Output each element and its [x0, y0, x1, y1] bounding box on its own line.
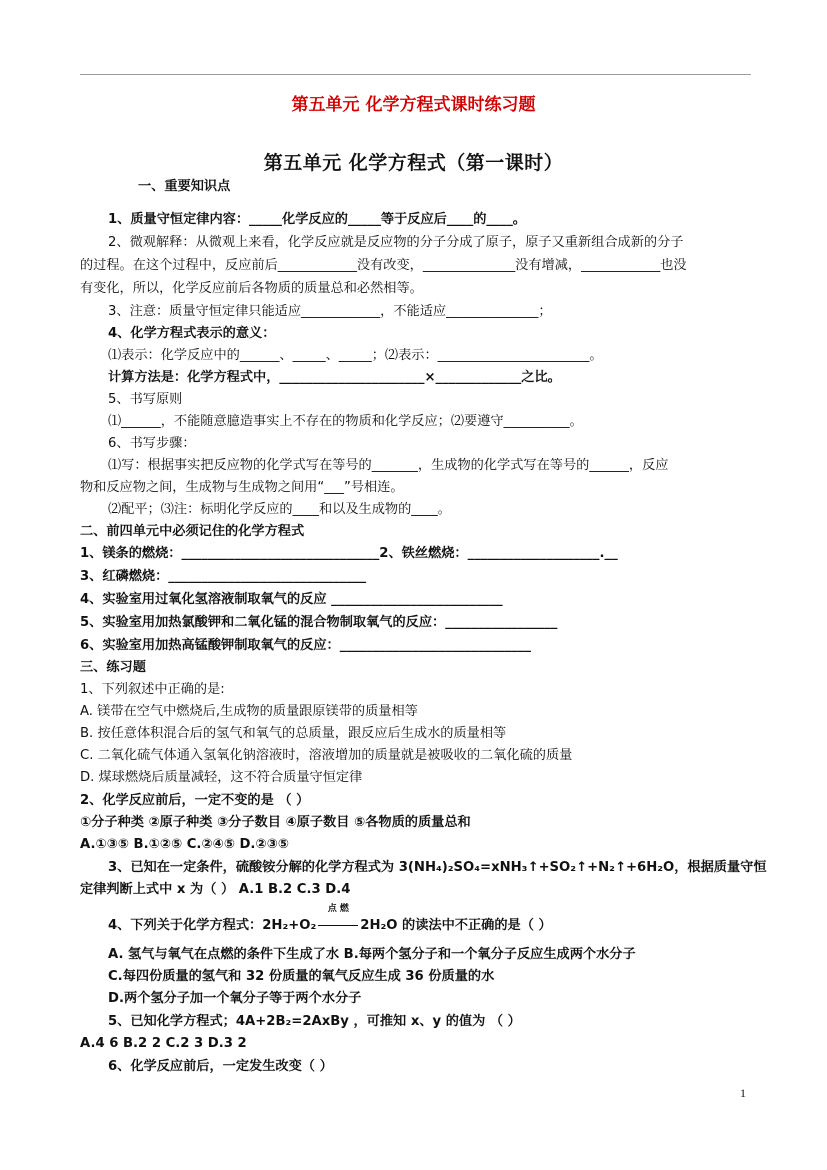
text-line: ①分子种类 ②原子种类 ③分子数目 ④原子数目 ⑤各物质的质量总和	[80, 815, 471, 830]
text-line: D. 煤球燃烧后质量减轻，这不符合质量守恒定律	[80, 770, 363, 785]
text-line: 1、镁条的燃烧：______________________________2、铁丝燃烧：____________________.__	[80, 546, 618, 561]
text-line: 3、注意：质量守恒定律只能适应____________，不能适应______________；	[108, 304, 552, 319]
text-line: 6、化学反应前后，一定发生改变（ ）	[108, 1059, 333, 1074]
text-line: 3、已知在一定条件，硫酸铵分解的化学方程式为 3(NH₄)₂SO₄=xNH₃↑+SO₂↑+N₂↑+6H₂O，根据质量守恒	[108, 860, 767, 875]
text-line: 三、练习题	[80, 660, 146, 675]
text-line: B. 按任意体积混合后的氢气和氧气的总质量，跟反应后生成水的质量相等	[80, 726, 507, 741]
text-line: 1、质量守恒定律内容：_____化学反应的_____等于反应后____的____。	[108, 212, 526, 227]
lesson-title: 第五单元 化学方程式（第一课时）	[263, 152, 564, 174]
text-line: 2、化学反应前后，一定不变的是 （ ）	[80, 793, 310, 808]
text-line: A.4 6 B.2 2 C.2 3 D.3 2	[80, 1036, 247, 1051]
text-line: ⑴表示：化学反应中的______、_____、_____；⑵表示：_______________________。	[108, 348, 603, 363]
text-line: 6、实验室用加热高锰酸钾制取氧气的反应：_____________________________	[80, 638, 531, 653]
text-line: 1、下列叙述中正确的是:	[80, 682, 225, 697]
text-line: C.每四份质量的氢气和 32 份质量的氧气反应生成 36 份质量的水	[108, 969, 495, 984]
text-line: ⑴写：根据事实把反应物的化学式写在等号的_______，生成物的化学式写在等号的______，反应	[108, 458, 669, 473]
question-4-suffix: 2H₂O 的读法中不正确的是（ ）	[360, 918, 552, 933]
text-line: A.①③⑤ B.①②⑤ C.②④⑤ D.②③⑤	[80, 837, 289, 852]
header-rule	[80, 74, 751, 75]
reaction-arrow	[318, 904, 358, 937]
question-4-prefix: 4、下列关于化学方程式：2H₂+O₂	[108, 918, 317, 933]
reaction-condition: 点 燃	[327, 904, 349, 914]
text-line: C. 二氧化硫气体通入氢氧化钠溶液时，溶液增加的质量就是被吸收的二氧化硫的质量	[80, 748, 573, 763]
text-line: D.两个氢分子加一个氧分子等于两个水分子	[108, 991, 362, 1006]
text-line: 2、微观解释：从微观上来看，化学反应就是反应物的分子分成了原子，原子又重新组合成新的分子	[108, 235, 684, 250]
text-line: 物和反应物之间，生成物与生成物之间用“___”号相连。	[80, 480, 404, 495]
text-line: 6、书写步骤：	[108, 436, 196, 451]
text-line: 有变化，所以，化学反应前后各物质的质量总和必然相等。	[80, 281, 423, 296]
document-title: 第五单元 化学方程式课时练习题	[291, 95, 536, 115]
text-line: A. 氢气与氧气在点燃的条件下生成了水 B.每两个氢分子和一个氧分子反应生成两个水分子	[108, 947, 636, 962]
text-line: 3、红磷燃烧：______________________________	[80, 569, 367, 584]
text-line: 的过程。在这个过程中，反应前后____________没有改变，______________没有增减，____________也没	[80, 258, 687, 273]
text-line: 4、实验室用过氧化氢溶液制取氧气的反应 __________________________	[80, 592, 503, 607]
text-line: 5、已知化学方程式；4A+2B₂=2AxBy ，可推知 x、y 的值为 （ ）	[108, 1014, 521, 1029]
text-line: 5、实验室用加热氯酸钾和二氧化锰的混合物制取氧气的反应：_________________	[80, 615, 558, 630]
question-4	[80, 904, 780, 937]
text-line: 5、书写原则	[108, 392, 183, 407]
text-line: 4、化学方程式表示的意义：	[108, 326, 276, 341]
text-line: ⑴______，不能随意臆造事实上不存在的物质和化学反应；⑵要遵守__________。	[108, 414, 583, 429]
text-line: 计算方法是：化学方程式中，______________________×_____________之比。	[108, 370, 561, 385]
text-line: 一、重要知识点	[138, 179, 231, 194]
text-line: A. 镁带在空气中燃烧后,生成物的质量跟原镁带的质量相等	[80, 704, 418, 719]
text-line: 定律判断上式中 x 为（ ） A.1 B.2 C.3 D.4	[80, 882, 351, 897]
page-number: 1	[740, 1086, 746, 1100]
text-line: ⑵配平；⑶注：标明化学反应的____和以及生成物的____。	[108, 502, 451, 517]
text-line: 二、前四单元中必须记住的化学方程式	[80, 524, 305, 539]
